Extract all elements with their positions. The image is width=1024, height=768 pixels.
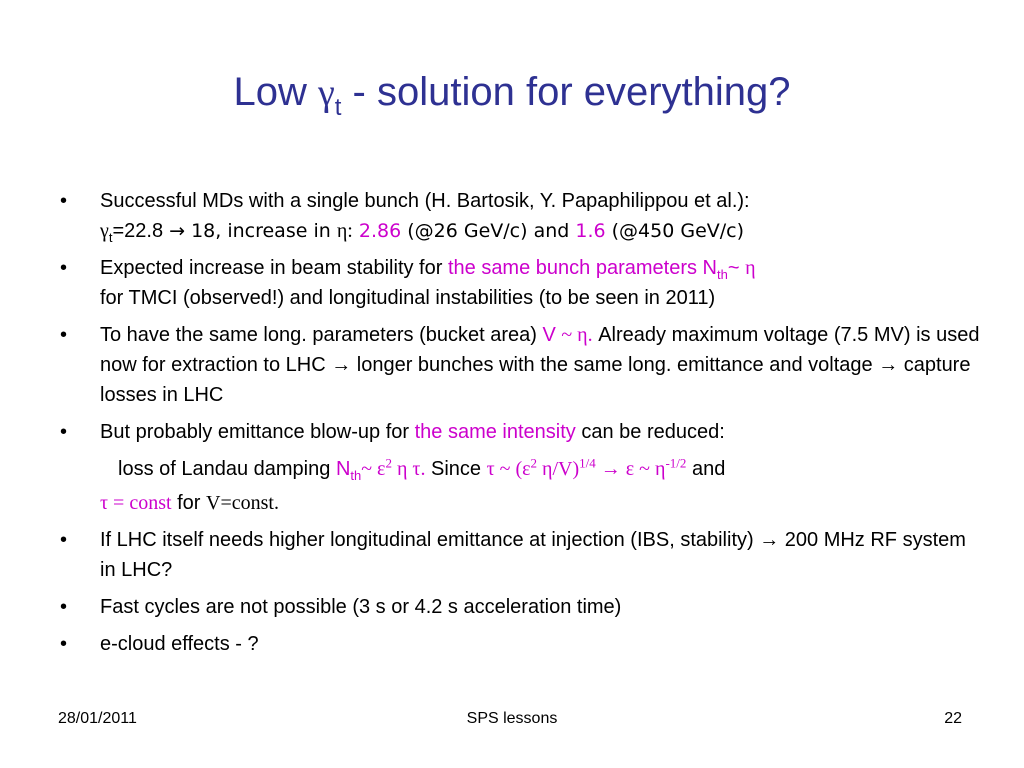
bullet-item: • Successful MDs with a single bunch (H. Bartosik, Y. Papaphilippou et al.): $\gamma_t=22.8 \to 18$, increase in η: 2.86 (@26 GeV/c) and 1.6 (@450 GeV/c) (60, 186, 980, 246)
bullet-item: • To have the same long. parameters (bucket area) V ~ η. Already maximum voltage (7.5 MV) is used now for extraction to LHC → longer bunches with the same long. emittance and voltage → capture losses in LHC (60, 320, 980, 410)
page-number: 22 (944, 710, 962, 727)
bullet-mark: • (60, 596, 68, 618)
bullet-mark: • (60, 421, 68, 443)
bullet-item: • If LHC itself needs higher longitudinal emittance at injection (IBS, stability) → 200 MHz RF system in LHC? (60, 525, 980, 585)
footer-date: 28/01/2011 (58, 710, 137, 727)
bullet-mark: • (60, 190, 68, 212)
bullet-mark: • (60, 529, 68, 551)
bullet-item: • Fast cycles are not possible (3 s or 4.2 s acceleration time) (60, 592, 980, 622)
bullet-mark: • (60, 324, 68, 346)
footer-title: SPS lessons (466, 710, 558, 727)
bullet-item: • But probably emittance blow-up for the same intensity can be reduced: (60, 417, 980, 447)
slide-title: Low $\gamma_t$ - solution for everything? (233, 70, 791, 121)
bullet-mark: • (60, 633, 68, 655)
bullet-item: • e-cloud effects - ? (60, 629, 980, 659)
bullet-mark: • (60, 257, 68, 279)
bullet-item: • Expected increase in beam stability for the same bunch parameters $N_{th}\sim$ η for TMCI (observed!) and longitudinal instabilities (to be seen in 2011) (60, 253, 980, 313)
slide-body (60, 186, 980, 666)
continuation-line: τ = const for V=const. (100, 492, 279, 514)
continuation-line: loss of Landau damping $N_{th}\sim$ $\varepsilon^2$ η τ. Since τ ~ ($\varepsilon^2$ η/V)$^{1/4}$ → ε ~ $\eta^{-1/2}$ and (118, 455, 726, 483)
